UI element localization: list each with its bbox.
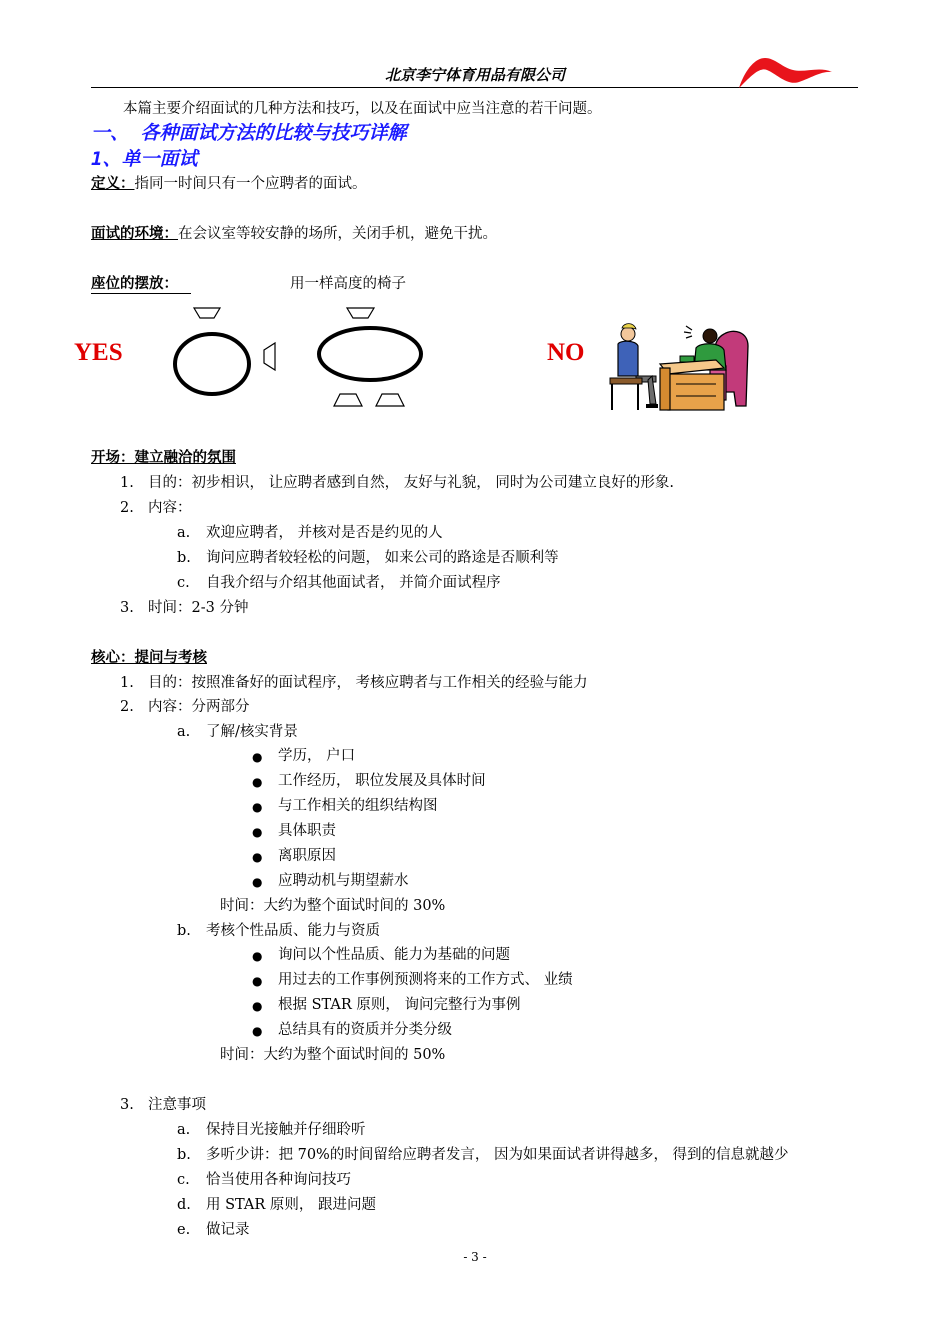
interview-clipart (606, 320, 754, 415)
definition-line (91, 177, 367, 192)
notes-b-text: 多听少讲：把 70%的时间留给应聘者发言， 因为如果面试者讲得越多， 得到的信息就越少 (206, 1147, 789, 1163)
core-sub-a: a. (177, 724, 191, 740)
definition-text: 指同一时间只有一个应聘者的面试。 (134, 176, 367, 192)
quality-time: 时间：大约为整个面试时间的 50% (220, 1047, 446, 1063)
opening-item-3: 3. (120, 600, 134, 616)
opening-item-2-text: 内容： (148, 500, 192, 516)
opening-sub-b-text: 询问应聘者较轻松的问题， 如来公司的路途是否顺利等 (206, 550, 559, 566)
notes-a-text: 保持目光接触并仔细聆听 (206, 1122, 366, 1138)
background-bullet-5: 离职原因 (278, 848, 336, 864)
li-ning-logo-icon (735, 52, 835, 92)
opening-sub-a: a. (177, 525, 191, 541)
opening-item-2: 2. (120, 500, 134, 516)
background-bullet-4: 具体职责 (278, 823, 336, 839)
bullet-icon: ● (252, 974, 263, 988)
environment-text: 在会议室等较安静的场所，关闭手机，避免干扰。 (178, 226, 497, 242)
opening-sub-a-text: 欢迎应聘者， 并核对是否是约见的人 (206, 525, 443, 541)
quality-bullet-3: 根据 STAR 原则， 询问完整行为事例 (278, 997, 521, 1013)
core-sub-b: b. (177, 923, 191, 939)
notes-c: c. (177, 1172, 190, 1188)
chair-bottom-left (334, 394, 362, 406)
core-item-2: 2. (120, 699, 134, 715)
bullet-icon: ● (252, 750, 263, 764)
chair-top-right (347, 308, 374, 318)
notes-c-text: 恰当使用各种询问技巧 (206, 1172, 351, 1188)
oval-table (319, 328, 421, 380)
quality-bullet-4: 总结具有的资质并分类分级 (278, 1022, 452, 1038)
background-bullet-1: 学历， 户口 (278, 748, 356, 764)
bullet-icon: ● (252, 825, 263, 839)
definition-label: 定义： (91, 175, 135, 192)
opening-sub-c-text: 自我介绍与介绍其他面试者， 并简介面试程序 (206, 575, 501, 591)
yes-label: YES (74, 339, 123, 366)
core-sub-a-text: 了解/核实背景 (206, 724, 298, 740)
core-sub-b-text: 考核个性品质、能力与资质 (206, 923, 380, 939)
bullet-icon: ● (252, 800, 263, 814)
chair-top-left (194, 308, 220, 318)
background-bullet-6: 应聘动机与期望薪水 (278, 873, 409, 889)
environment-label: 面试的环境： (91, 225, 178, 242)
notes-d: d. (177, 1197, 191, 1213)
bullet-icon: ● (252, 875, 263, 889)
environment-line (91, 227, 497, 242)
chair-side (264, 343, 275, 370)
background-bullet-3: 与工作相关的组织结构图 (278, 798, 438, 814)
core-label: 核心：提问与考核 (91, 649, 207, 666)
seating-note: 用一样高度的椅子 (290, 276, 406, 292)
bullet-icon: ● (252, 999, 263, 1013)
quality-bullet-1: 询问以个性品质、能力为基础的问题 (278, 947, 510, 963)
opening-item-3-text: 时间：2-3 分钟 (148, 600, 249, 616)
notes-b: b. (177, 1147, 191, 1163)
notes-num: 3. (120, 1097, 134, 1113)
core-item-1-text: 目的：按照准备好的面试程序， 考核应聘者与工作相关的经验与能力 (148, 675, 588, 691)
subsection-title: 1、单一面试 (91, 148, 198, 170)
core-item-1: 1. (120, 675, 134, 691)
round-table (175, 334, 249, 394)
background-bullet-2: 工作经历， 职位发展及具体时间 (278, 773, 486, 789)
seating-diagram (160, 300, 440, 412)
opening-item-1: 1. (120, 475, 134, 491)
intro-text: 本篇主要介绍面试的几种方法和技巧，以及在面试中应当注意的若干问题。 (123, 101, 602, 117)
company-name: 北京李宁体育用品有限公司 (384, 67, 565, 84)
notes-a: a. (177, 1122, 191, 1138)
opening-item-1-text: 目的：初步相识， 让应聘者感到自然， 友好与礼貌， 同时为公司建立良好的形象. (148, 475, 674, 491)
bullet-icon: ● (252, 949, 263, 963)
bullet-icon: ● (252, 775, 263, 789)
notes-d-text: 用 STAR 原则， 跟进问题 (206, 1197, 377, 1213)
no-label: NO (547, 339, 585, 366)
chair-bottom-right (376, 394, 404, 406)
section-title: 一、 各种面试方法的比较与技巧详解 (91, 122, 407, 144)
page-number: - 3 - (463, 1250, 487, 1264)
bullet-icon: ● (252, 850, 263, 864)
opening-label: 开场：建立融洽的氛围 (91, 449, 236, 466)
notes-e-text: 做记录 (206, 1222, 250, 1238)
quality-bullet-2: 用过去的工作事例预测将来的工作方式、 业绩 (278, 972, 573, 988)
notes-title: 注意事项 (148, 1097, 206, 1113)
seating-label: 座位的摆放： (91, 277, 191, 294)
core-item-2-text: 内容：分两部分 (148, 699, 250, 715)
background-time: 时间：大约为整个面试时间的 30% (220, 898, 446, 914)
opening-sub-c: c. (177, 575, 190, 591)
opening-sub-b: b. (177, 550, 191, 566)
notes-e: e. (177, 1222, 191, 1238)
bullet-icon: ● (252, 1024, 263, 1038)
